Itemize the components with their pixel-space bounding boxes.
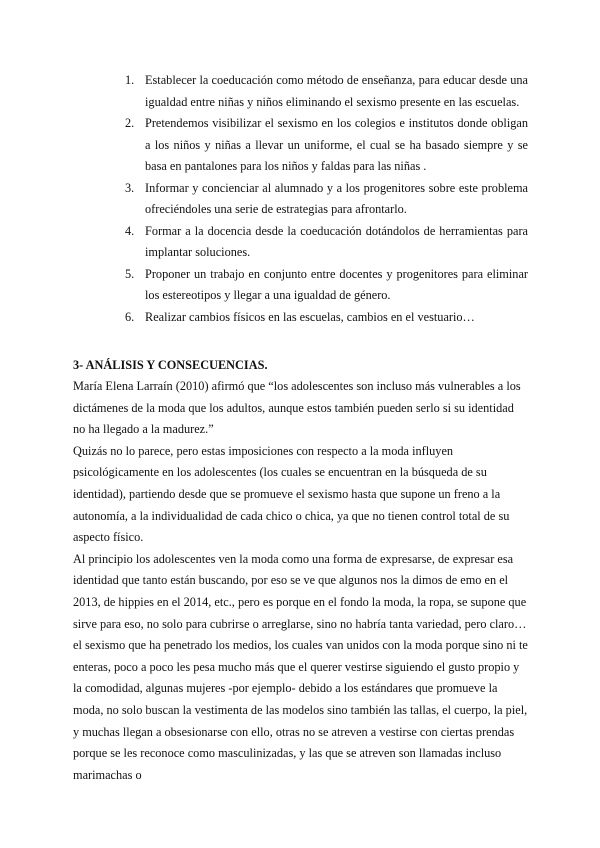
list-item-text: Realizar cambios físicos en las escuelas, cambios en el vestuario… [145, 309, 475, 324]
section-heading: 3- ANÁLISIS Y CONSECUENCIAS. [73, 358, 268, 372]
list-item-text: Pretendemos visibilizar el sexismo en los colegios e institutos donde obligan a los niños y niñas a llevar un uniforme, el cual se ha basado siempre y se basa en pantalones para los niños y faldas para las niñas . [145, 116, 528, 173]
paragraph: Quizás no lo parece, pero estas imposiciones con respecto a la moda influyen psicológicamente en los adolescentes (los cuales se encuentran en la búsqueda de su identidad), partiendo desde que se promueve el sexismo hasta que supone un freno a la autonomía, a la individualidad de cada chico o chica, ya que no tienen control total de su aspecto físico. [73, 443, 510, 545]
list-item [125, 307, 528, 329]
list-number: 5. [125, 266, 135, 281]
list-item-text: Establecer la coeducación como método de enseñanza, para educar desde una igualdad entre niñas y niños eliminando el sexismo presente en las escuelas. [145, 73, 528, 109]
list-number: 6. [125, 309, 135, 324]
list-number: 3. [125, 180, 135, 195]
list-item [125, 221, 528, 264]
list-item [125, 264, 528, 307]
list-item-text: Informar y concienciar al alumnado y a los progenitores sobre este problema ofreciéndoles una serie de estrategias para afrontarlo. [145, 180, 528, 216]
list-item-text: Formar a la docencia desde la coeducación dotándolos de herramientas para implantar soluciones. [145, 223, 528, 259]
paragraph: María Elena Larraín (2010) afirmó que “los adolescentes son incluso más vulnerables a los dictámenes de la moda que los adultos, aunque estos también pueden serlo si su identidad no ha llegado a la madurez.” [73, 379, 521, 437]
list-item [125, 70, 528, 113]
list-item-text: Proponer un trabajo en conjunto entre docentes y progenitores para eliminar los estereotipos y llegar a una igualdad de género. [145, 266, 528, 302]
paragraph: Al principio los adolescentes ven la moda como una forma de expresarse, de expresar esa identidad que tanto están buscando, por eso se ve que algunos nos la dimos de emo en el 2013, de hippies en el 2014, etc., pero es porque en el fondo la moda, la ropa, se supone que sirve para eso, no solo para cubrirse o arreglarse, sino no habría tanta variedad, pero claro… el sexismo que ha penetrado los medios, los cuales van unidos con la moda porque sino ni te enteras, poco a poco les pesa mucho más que el querer vestirse siguiendo el gusto propio y la comodidad, algunas mujeres -por ejemplo- debido a los estándares que promueve la moda, no solo buscan la vestimenta de las modelos sino también las tallas, el cuerpo, la piel, y muchas llegan a obsesionarse con ello, otras no se atreven a vestirse con ciertas prendas porque se les reconoce como masculinizadas, y las que se atreven son llamadas incluso marimachas o [73, 551, 528, 782]
list-number: 2. [125, 116, 135, 130]
objectives-list [125, 70, 528, 328]
section-body [73, 376, 528, 786]
list-number: 1. [125, 73, 135, 87]
list-item [125, 113, 528, 178]
list-number: 4. [125, 223, 135, 238]
list-item [125, 178, 528, 221]
